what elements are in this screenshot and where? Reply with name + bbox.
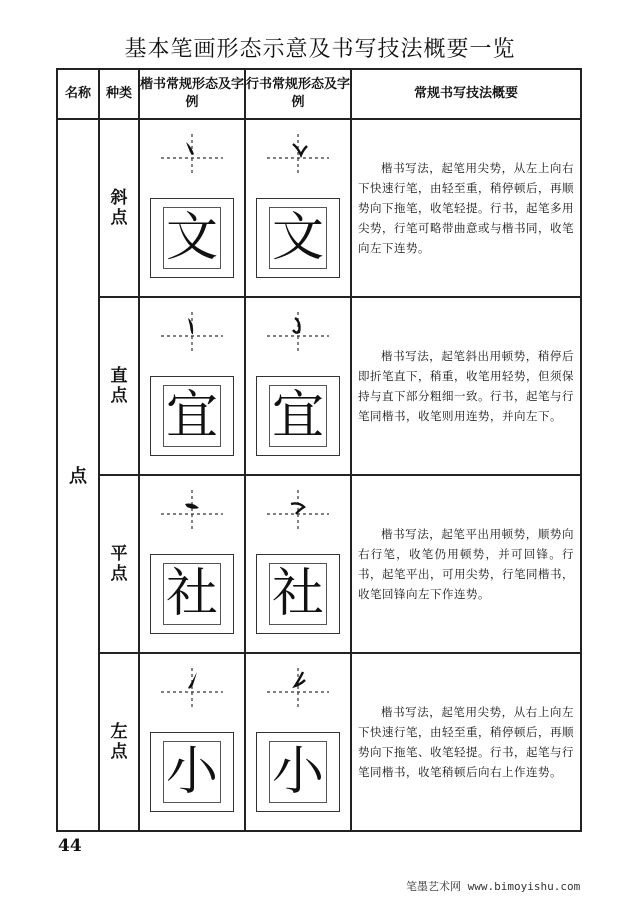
technique-text: 楷书写法，起笔用尖势，从右上向左下快速行笔，由轻至重，稍停顿后，再顺势向下拖笔、收笔轻提。行书，起笔与行笔同楷书，收笔稍顿后向右上作连势。	[358, 704, 574, 780]
stroke-diagram	[157, 664, 227, 712]
kind-label: 平点	[110, 543, 128, 584]
example-character: 社	[271, 564, 324, 624]
header-name: 名称	[57, 69, 99, 119]
strokes-table	[56, 68, 582, 832]
kai-example	[139, 653, 245, 831]
example-character: 宜	[271, 386, 324, 446]
kai-example	[139, 119, 245, 297]
xing-example	[245, 653, 351, 831]
xing-example	[245, 297, 351, 475]
character-frame	[150, 554, 234, 634]
technique-text: 楷书写法，起笔用尖势，从左上向右下快速行笔，由轻至重，稍停顿后，再顺势向下拖笔，收笔轻提。行书，起笔多用尖势，行笔可略带曲意或与楷书同，收笔向左下连势。	[358, 160, 574, 256]
stroke-diagram	[157, 130, 227, 178]
technique-text: 楷书写法，起笔斜出用顿势，稍停后即折笔直下，稍重，收笔用轻势，但须保持与直下部分粗细一致。行书，起笔与行笔同楷书，收笔则用连势，并向左下。	[358, 348, 574, 424]
example-character: 小	[271, 742, 324, 802]
xing-example	[245, 475, 351, 653]
table-row	[57, 119, 581, 297]
character-frame	[150, 732, 234, 812]
example-character: 小	[165, 742, 218, 802]
header-kai: 楷书常规形态及字例	[139, 69, 245, 119]
kind-label: 斜点	[110, 187, 128, 228]
xing-example	[245, 119, 351, 297]
watermark: 笔墨艺术网 www.bimoyishu.com	[406, 880, 581, 893]
stroke-diagram	[157, 486, 227, 534]
table-row	[57, 653, 581, 831]
character-frame	[256, 198, 340, 278]
kind-label: 左点	[110, 721, 128, 762]
example-character: 宜	[165, 386, 218, 446]
character-frame	[150, 198, 234, 278]
header-row	[57, 69, 581, 119]
character-frame	[256, 554, 340, 634]
example-character: 文	[271, 208, 324, 268]
stroke-diagram	[263, 130, 333, 178]
page-number: 44	[58, 836, 82, 856]
stroke-diagram	[263, 486, 333, 534]
character-frame	[256, 376, 340, 456]
example-character: 社	[165, 564, 218, 624]
character-frame	[150, 376, 234, 456]
stroke-diagram	[157, 308, 227, 356]
category-cell: 点	[57, 119, 99, 831]
stroke-diagram	[263, 308, 333, 356]
kai-example	[139, 297, 245, 475]
stroke-diagram	[263, 664, 333, 712]
header-method: 常规书写技法概要	[351, 69, 581, 119]
character-frame	[256, 732, 340, 812]
header-kind: 种类	[99, 69, 139, 119]
kai-example	[139, 475, 245, 653]
table-row	[57, 475, 581, 653]
example-character: 文	[165, 208, 218, 268]
table-row	[57, 297, 581, 475]
technique-text: 楷书写法，起笔平出用顿势，顺势向右行笔，收笔仍用顿势，并可回锋。行书，起笔平出，可用尖势，行笔同楷书，收笔回锋向左下作连势。	[358, 526, 574, 602]
header-xing: 行书常规形态及字例	[245, 69, 351, 119]
page-title: 基本笔画形态示意及书写技法概要一览	[124, 37, 516, 62]
kind-label: 直点	[110, 365, 128, 406]
